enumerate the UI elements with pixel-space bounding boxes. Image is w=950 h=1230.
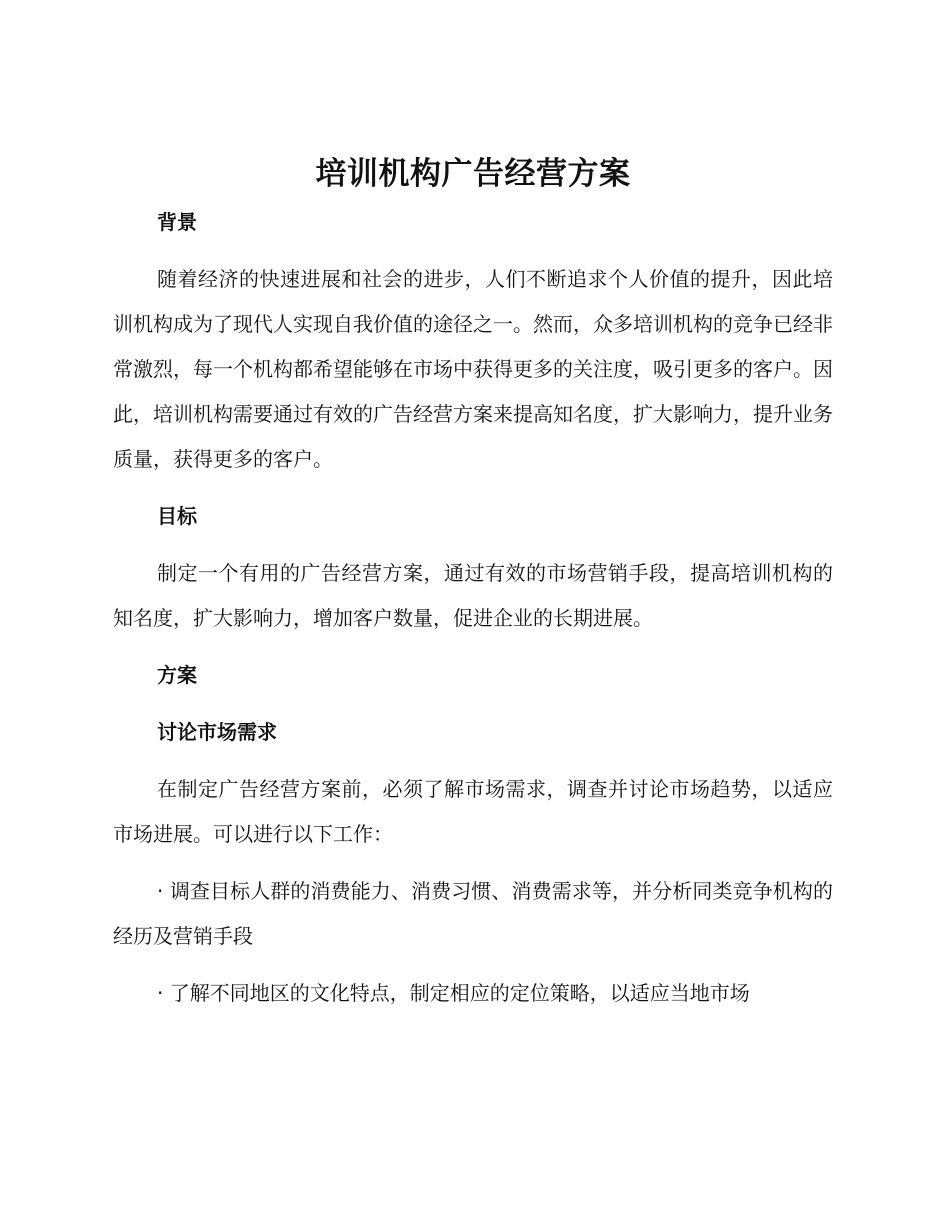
section-heading-goal: 目标 [157, 504, 197, 528]
bullet-item: · 了解不同地区的文化特点，制定相应的定位策略，以适应当地市场 [157, 981, 750, 1005]
spacer [113, 244, 833, 257]
document-page [113, 148, 833, 1016]
spacer [113, 482, 833, 494]
spacer [113, 959, 833, 971]
bullet-item: · 调查目标人群的消费能力、消费习惯、消费需求等，并分析同类竞争机构的经历及营销手段 [113, 879, 833, 948]
spacer [113, 538, 833, 551]
section-heading-plan: 方案 [157, 663, 197, 687]
subsection-heading-market-research: 讨论市场需求 [157, 720, 277, 744]
spacer [113, 641, 833, 653]
plan-intro-paragraph: 在制定广告经营方案前，必须了解市场需求，调查并讨论市场趋势，以适应市场进展。可以进行以下工作： [113, 777, 833, 846]
spacer [113, 857, 833, 869]
document-title: 培训机构广告经营方案 [315, 156, 631, 192]
spacer [113, 754, 833, 767]
section-heading-background: 背景 [157, 210, 197, 234]
background-paragraph: 随着经济的快速进展和社会的进步，人们不断追求个人价值的提升，因此培训机构成为了现代人实现自我价值的途径之一。然而，众多培训机构的竞争已经非常激烈，每一个机构都希望能够在市场中获得更多的关注度，吸引更多的客户。因此，培训机构需要通过有效的广告经营方案来提高知名度，扩大影响力，提升业务质量，获得更多的客户。 [113, 267, 833, 471]
goal-paragraph: 制定一个有用的广告经营方案，通过有效的市场营销手段，提高培训机构的知名度，扩大影响力，增加客户数量，促进企业的长期进展。 [113, 561, 833, 630]
spacer [113, 697, 833, 710]
